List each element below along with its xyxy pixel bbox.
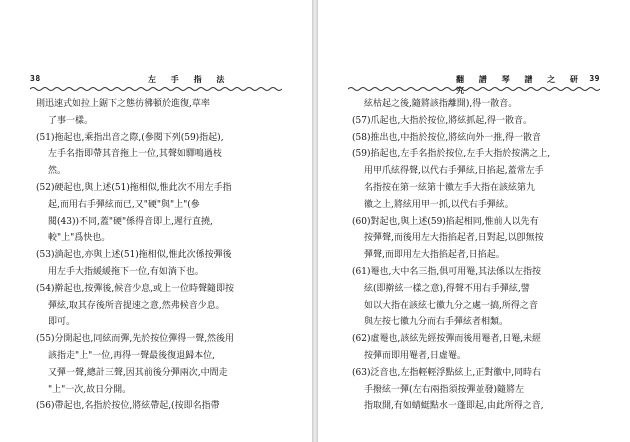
text-line: 絃(即擀絃一樣之意),得聲不用右手彈絃,譬	[364, 283, 530, 294]
text-line: (62)虛罨也,該絃先經按彈而後用罨者,日罨,未經	[352, 334, 542, 345]
text-line: 用甲爪絃得聲,以代右手彈絃,日掐起,蓋常左手	[364, 166, 544, 177]
text-line: (63)泛音也,左指輕輕浮點絃上,正對徽中,同時右	[352, 367, 542, 378]
text-line: (58)推出也,中指於按位,將絃向外一推,得一散音	[352, 132, 542, 143]
right-header-rule	[348, 86, 600, 92]
text-line: 名指按在第一絃第十徽左手大指在該絃第九	[364, 182, 536, 193]
text-line: 起,而用右手彈絃而已,又"硬"與"上"(參	[48, 199, 200, 210]
right-page-body	[352, 96, 600, 415]
text-line: (52)硬起也,與上述(51)拖相似,惟此次不用左手指	[36, 182, 232, 193]
left-page	[0, 0, 312, 442]
text-line: 即可。	[48, 317, 76, 328]
right-page-number: 39	[589, 74, 600, 83]
right-page	[318, 0, 630, 442]
text-line: (51)拖起也,乘指出音之際,(參閱下列(59)指起),	[36, 132, 224, 143]
text-line: 又彈一聲,總計三聲,因其前後分彈兩次,中間走	[48, 367, 228, 378]
text-line: 按彈聲,而後用左大指掐起者,日對起,以卽無按	[364, 233, 544, 244]
text-line: 與左按七徽九分而右手彈絃者相類。	[364, 317, 509, 328]
text-line: 該指走"上"一位,再得一聲最後復退歸本位,	[48, 350, 216, 361]
left-header-rule	[30, 86, 282, 92]
text-line: 徽之上,將絃用甲一抓,以代右手彈絃。	[364, 199, 514, 210]
text-line: 手撥絃一彈(左右兩指須按彈並發)隨將左	[364, 384, 525, 395]
text-line: (60)對起也,與上述(59)掐起相同,惟前人以先有	[352, 216, 539, 227]
text-line: 絃枯起之後,隨將該指離開),得一散音。	[364, 99, 518, 109]
text-line: 如以大指在該絃七徽九分之處一搞,所得之音	[364, 300, 538, 311]
text-line: "上"一次,故日分開。	[48, 384, 132, 395]
text-line: 指取開,有如蜻蜓點水一蓬即起,由此所得之音,	[364, 401, 544, 412]
left-running-title: 左 手 指 法	[148, 74, 231, 84]
text-line: 較"上"爲快也。	[48, 233, 111, 244]
text-line: 閱(43))不同,蓋"硬"係得音即上,遲行直撓,	[48, 216, 213, 227]
text-line: (53)淌起也,亦與上述(51)拖相似,惟此次係按彈後	[36, 250, 232, 261]
right-running-title: 翻 譜 琴 譜 之 研 究	[456, 74, 584, 95]
text-line: 了事一樣。	[48, 115, 94, 126]
left-page-body	[36, 96, 284, 415]
text-line: (55)分開起也,同絃而彈,先於按位彈得一聲,然後用	[36, 334, 235, 345]
left-page-number: 38	[30, 74, 41, 83]
text-line: 則迅速式如拉上鋸下之態彷彿頓於進復,草率	[36, 99, 210, 109]
text-line: 左手名指即帶其音拖上一位,其聲如驛鳴過枝	[48, 149, 222, 160]
text-line: (54)擀起也,按彈後,候音少息,或上一位時聲隨即按	[36, 283, 235, 294]
text-line: (61)罨也,大中名三指,俱可用罨,其法係以左指按	[352, 266, 542, 277]
text-line: (57)爪起也,大指於按位,將絃抓起,得一散音。	[352, 115, 533, 126]
text-line: (59)掐起也,左手名指於按位,左手大指於按满之上,	[352, 149, 551, 160]
text-line: 彈聲,而即用左大指掐起者,日掐起。	[364, 250, 505, 261]
text-line: 按彈而即用罨者,日虛罨。	[364, 350, 466, 361]
text-line: 用左手大指緩緩拖下一位,有如淌下也。	[48, 266, 204, 277]
text-line: (56)帶起也,名指於按位,將絃帶起,(按即名指帶	[36, 401, 220, 412]
text-line: 然。	[48, 166, 67, 177]
text-line: 彈絃,取其存後所音提速之意,然弗候音少息。	[48, 300, 225, 311]
